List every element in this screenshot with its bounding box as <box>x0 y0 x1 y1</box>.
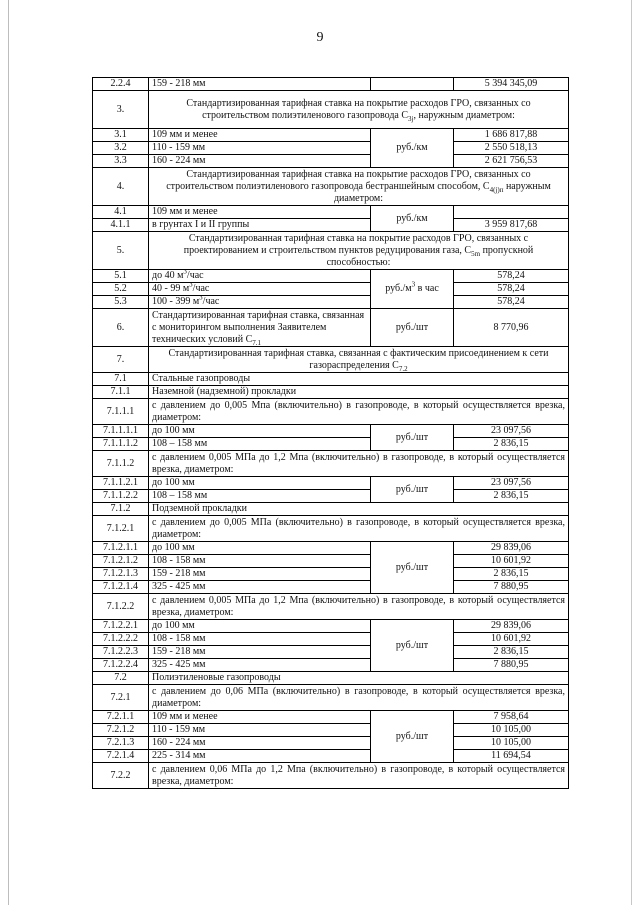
table-row <box>93 633 569 646</box>
row-number: 2.2.4 <box>93 78 149 91</box>
row-number: 7.1.1.2.1 <box>93 477 149 490</box>
table-row <box>93 659 569 672</box>
row-description: Стандартизированная тарифная ставка на покрытие расходов ГРО, связанных со строительством полиэтиленового газопровода $С_{3j}$, наружным диаметром: <box>149 91 569 129</box>
row-number: 7.1.2.1.3 <box>93 568 149 581</box>
row-description: с давлением 0,005 МПа до 1,2 Мпа (включительно) в газопроводе, в который осуществляется врезка, диаметром: <box>149 594 569 620</box>
row-description: Полиэтиленовые газопроводы <box>149 672 569 685</box>
table-row <box>93 373 569 386</box>
rate-value: 10 105,00 <box>454 737 569 750</box>
table-row <box>93 142 569 155</box>
row-number: 7.1.2.1.4 <box>93 581 149 594</box>
row-description: с давлением до 0,06 МПа (включительно) в газопроводе, в который осуществляется врезка, диаметром: <box>149 685 569 711</box>
row-description: 225 - 314 мм <box>149 750 371 763</box>
row-number: 7.2.1.1 <box>93 711 149 724</box>
table-row <box>93 451 569 477</box>
rate-value: 1 686 817,88 <box>454 129 569 142</box>
row-description: с давлением 0,005 МПа до 1,2 Мпа (включительно) в газопроводе, в который осуществляется врезка, диаметром: <box>149 451 569 477</box>
table-row <box>93 477 569 490</box>
row-description: 108 - 158 мм <box>149 555 371 568</box>
table-row <box>93 155 569 168</box>
table-row <box>93 206 569 219</box>
table-row <box>93 646 569 659</box>
rate-value: 2 550 518,13 <box>454 142 569 155</box>
row-description: 100 - 399 $м^3$/час <box>149 296 371 309</box>
row-description: 40 - 99 $м^3$/час <box>149 283 371 296</box>
rate-value: 2 836,15 <box>454 438 569 451</box>
row-description: 325 - 425 мм <box>149 581 371 594</box>
row-description: в грунтах I и II группы <box>149 219 371 232</box>
rate-value: 29 839,06 <box>454 542 569 555</box>
rate-value: 10 105,00 <box>454 724 569 737</box>
row-description: до 100 мм <box>149 477 371 490</box>
rate-value: 10 601,92 <box>454 555 569 568</box>
row-number: 7.1.1.1.1 <box>93 425 149 438</box>
table-row <box>93 594 569 620</box>
rate-value: 10 601,92 <box>454 633 569 646</box>
rate-value: 2 621 756,53 <box>454 155 569 168</box>
rate-value: 5 394 345,09 <box>454 78 569 91</box>
rate-value: 578,24 <box>454 270 569 283</box>
row-number: 7.2.2 <box>93 763 149 789</box>
row-description: до 100 мм <box>149 542 371 555</box>
row-number: 7.1 <box>93 373 149 386</box>
row-number: 7.2.1.2 <box>93 724 149 737</box>
row-description: 109 мм и менее <box>149 206 371 219</box>
row-number: 7.2.1.3 <box>93 737 149 750</box>
unit-cell: руб./шт <box>371 425 454 451</box>
table-row <box>93 438 569 451</box>
table-row <box>93 555 569 568</box>
row-description: 159 - 218 мм <box>149 78 371 91</box>
table-row <box>93 386 569 399</box>
table-row <box>93 490 569 503</box>
unit-cell: $руб./м^3$ в час <box>371 270 454 309</box>
row-number: 5.1 <box>93 270 149 283</box>
row-description: 159 - 218 мм <box>149 568 371 581</box>
row-description: 160 - 224 мм <box>149 155 371 168</box>
row-description: 109 мм и менее <box>149 129 371 142</box>
table-row <box>93 347 569 373</box>
row-description: Стальные газопроводы <box>149 373 569 386</box>
rate-value: 7 958,64 <box>454 711 569 724</box>
table-row <box>93 296 569 309</box>
row-description: 109 мм и менее <box>149 711 371 724</box>
tariff-table <box>92 77 569 789</box>
rate-value: 8 770,96 <box>454 309 569 347</box>
table-row <box>93 168 569 206</box>
table-row <box>93 91 569 129</box>
table-row <box>93 711 569 724</box>
unit-cell: руб./шт <box>371 620 454 672</box>
row-description: 110 - 159 мм <box>149 724 371 737</box>
rate-value: 3 959 817,68 <box>454 219 569 232</box>
table-row <box>93 270 569 283</box>
row-number: 5.3 <box>93 296 149 309</box>
row-number: 4. <box>93 168 149 206</box>
table-row <box>93 399 569 425</box>
rate-value: 29 839,06 <box>454 620 569 633</box>
row-description: 159 - 218 мм <box>149 646 371 659</box>
row-description: Наземной (надземной) прокладки <box>149 386 569 399</box>
row-number: 7.1.2.2.1 <box>93 620 149 633</box>
table-row <box>93 516 569 542</box>
row-description: Стандартизированная тарифная ставка на покрытие расходов ГРО, связанных со строительством полиэтиленового газопровода бестраншейным способом, $С_{4(j)п}$ наружным диаметром: <box>149 168 569 206</box>
row-number: 7.1.2.1.1 <box>93 542 149 555</box>
row-description: с давлением 0,06 МПа до 1,2 Мпа (включительно) в газопроводе, в который осуществляется врезка, диаметром: <box>149 763 569 789</box>
table-row <box>93 672 569 685</box>
rate-value: 578,24 <box>454 296 569 309</box>
rate-value: 7 880,95 <box>454 581 569 594</box>
table-row <box>93 724 569 737</box>
table-row <box>93 737 569 750</box>
row-description: с давлением до 0,005 МПа (включительно) в газопроводе, в который осуществляется врезка, диаметром: <box>149 516 569 542</box>
row-description: Стандартизированная тарифная ставка на покрытие расходов ГРО, связанных с проектированием и строительством пунктов редуцирования газа, $С_{5m}$ пропускной способностью: <box>149 232 569 270</box>
row-number: 7.1.1.2.2 <box>93 490 149 503</box>
rate-value: 2 836,15 <box>454 646 569 659</box>
rate-value: 7 880,95 <box>454 659 569 672</box>
scan-edge-left <box>8 0 9 905</box>
row-description: Подземной прокладки <box>149 503 569 516</box>
row-number: 6. <box>93 309 149 347</box>
unit-cell <box>371 78 454 91</box>
row-description: до 100 мм <box>149 425 371 438</box>
row-description: 108 – 158 мм <box>149 490 371 503</box>
table-row <box>93 503 569 516</box>
row-number: 3.2 <box>93 142 149 155</box>
row-number: 7.2.1 <box>93 685 149 711</box>
rate-value: 23 097,56 <box>454 425 569 438</box>
unit-cell: руб./шт <box>371 542 454 594</box>
row-number: 7.1.2.1.2 <box>93 555 149 568</box>
unit-cell: руб./шт <box>371 309 454 347</box>
row-number: 5.2 <box>93 283 149 296</box>
row-number: 7.1.1 <box>93 386 149 399</box>
row-number: 3.1 <box>93 129 149 142</box>
rate-value: 578,24 <box>454 283 569 296</box>
rate-value: 23 097,56 <box>454 477 569 490</box>
row-description: до 100 мм <box>149 620 371 633</box>
table-row <box>93 309 569 347</box>
rate-value: 2 836,15 <box>454 568 569 581</box>
row-number: 7. <box>93 347 149 373</box>
row-number: 7.2 <box>93 672 149 685</box>
row-number: 3.3 <box>93 155 149 168</box>
table-row <box>93 219 569 232</box>
rate-value: 2 836,15 <box>454 490 569 503</box>
unit-cell: руб./км <box>371 206 454 232</box>
table-row <box>93 581 569 594</box>
table-row <box>93 685 569 711</box>
table-row <box>93 568 569 581</box>
table-row <box>93 620 569 633</box>
row-number: 7.1.1.1.2 <box>93 438 149 451</box>
scan-edge-right <box>631 0 632 905</box>
row-description: до 40 $м^3$/час <box>149 270 371 283</box>
table-row <box>93 129 569 142</box>
row-number: 7.1.2.2.4 <box>93 659 149 672</box>
unit-cell: руб./км <box>371 129 454 168</box>
row-description: Стандартизированная тарифная ставка, связанная с мониторингом выполнения Заявителем технических условий $С_{7.1}$ <box>149 309 371 347</box>
row-number: 7.1.2.2 <box>93 594 149 620</box>
table-row <box>93 763 569 789</box>
row-number: 7.1.1.2 <box>93 451 149 477</box>
row-description: 110 - 159 мм <box>149 142 371 155</box>
row-description: 108 - 158 мм <box>149 633 371 646</box>
page-number: 9 <box>316 30 324 45</box>
row-number: 7.1.2 <box>93 503 149 516</box>
row-number: 3. <box>93 91 149 129</box>
row-number: 7.2.1.4 <box>93 750 149 763</box>
table-row <box>93 78 569 91</box>
rate-value <box>454 206 569 219</box>
row-description: с давлением до 0,005 Мпа (включительно) в газопроводе, в который осуществляется врезка, диаметром: <box>149 399 569 425</box>
table-row <box>93 425 569 438</box>
row-number: 7.1.2.1 <box>93 516 149 542</box>
row-number: 4.1.1 <box>93 219 149 232</box>
unit-cell: руб./шт <box>371 477 454 503</box>
row-number: 7.1.2.2.2 <box>93 633 149 646</box>
row-description: Стандартизированная тарифная ставка, связанная с фактическим присоединением к сети газораспределения $С_{7.2}$ <box>149 347 569 373</box>
row-number: 7.1.1.1 <box>93 399 149 425</box>
row-description: 160 - 224 мм <box>149 737 371 750</box>
table-row <box>93 750 569 763</box>
tariff-table-body <box>93 78 569 789</box>
row-number: 4.1 <box>93 206 149 219</box>
table-row <box>93 232 569 270</box>
table-row <box>93 542 569 555</box>
unit-cell: руб./шт <box>371 711 454 763</box>
rate-value: 11 694,54 <box>454 750 569 763</box>
row-description: 325 - 425 мм <box>149 659 371 672</box>
row-number: 7.1.2.2.3 <box>93 646 149 659</box>
row-description: 108 – 158 мм <box>149 438 371 451</box>
row-number: 5. <box>93 232 149 270</box>
table-row <box>93 283 569 296</box>
